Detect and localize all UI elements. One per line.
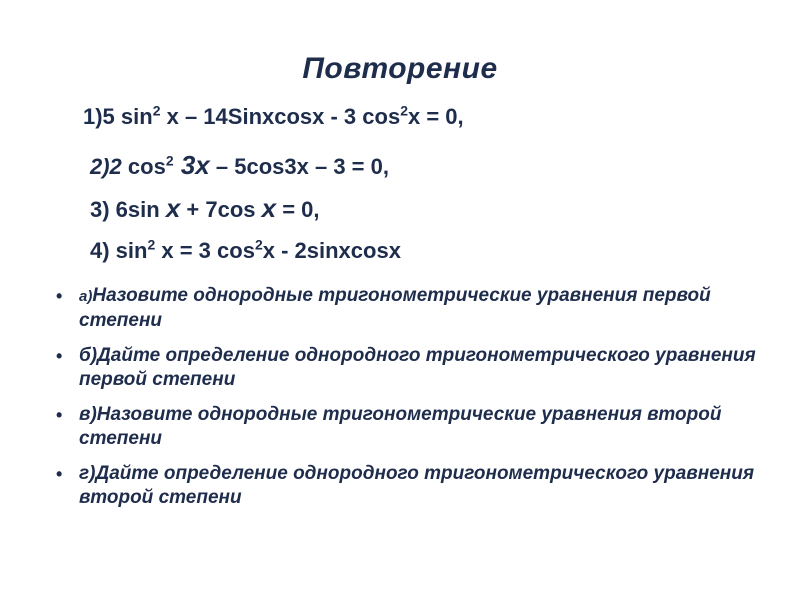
equation-1 (83, 104, 464, 130)
question-item-c (56, 403, 756, 451)
equation-4-exponent-2: 2 (254, 236, 263, 253)
question-item-c-text: в)Назовите однородные тригонометрические уравнения второй степени (79, 404, 722, 449)
bullet-icon: • (56, 405, 63, 425)
bullet-icon: • (56, 346, 63, 366)
equation-2 (90, 150, 389, 181)
equation-3-part-c: = 0, (276, 197, 320, 222)
question-item-a-letter: а) (79, 288, 93, 305)
equation-3-part-b: + 7cos (180, 197, 262, 222)
question-item-a-text: Назовите однородные тригонометрические уравнения первой степени (79, 285, 711, 331)
equation-3-part-a: 3) 6sin (90, 197, 166, 222)
question-item-a (56, 284, 756, 333)
equation-4-exponent-1: 2 (147, 236, 156, 253)
question-item-d-text: г)Дайте определение однородного тригонометрического уравнения второй степени (79, 463, 755, 508)
equation-2-part-b: cos (121, 154, 166, 179)
equation-1-part-c: x = 0, (408, 104, 464, 129)
equation-1-exponent-2: 2 (400, 102, 408, 119)
equation-2-exponent-1: 2 (165, 152, 174, 169)
bullet-icon: • (56, 464, 63, 484)
equation-3-variable-1: x (165, 193, 181, 223)
equation-2-part-a: 2)2 (90, 154, 122, 179)
equation-2-part-d: – 5cos3x – 3 = 0, (209, 154, 389, 179)
question-item-b (56, 344, 756, 392)
equation-3 (90, 193, 320, 224)
equation-3-variable-2: x (261, 193, 277, 223)
question-list (56, 284, 756, 521)
slide-title: Повторение (302, 52, 498, 85)
equation-4-part-a: 4) sin (90, 238, 148, 263)
equation-4-part-b: x = 3 cos (155, 238, 255, 263)
question-item-b-text: б)Дайте определение однородного тригонометрического уравнения первой степени (79, 345, 756, 390)
bullet-icon: • (56, 286, 63, 306)
equation-1-exponent-1: 2 (152, 102, 161, 119)
equation-4 (90, 238, 401, 264)
question-item-d (56, 462, 756, 510)
equation-1-part-a: 1)5 sin (83, 104, 153, 129)
equation-1-part-b: x – 14Sinxcosx - 3 cos (160, 104, 401, 129)
equation-2-part-c: 3x (173, 150, 210, 180)
equation-4-part-c: x - 2sinxcosx (262, 238, 401, 263)
